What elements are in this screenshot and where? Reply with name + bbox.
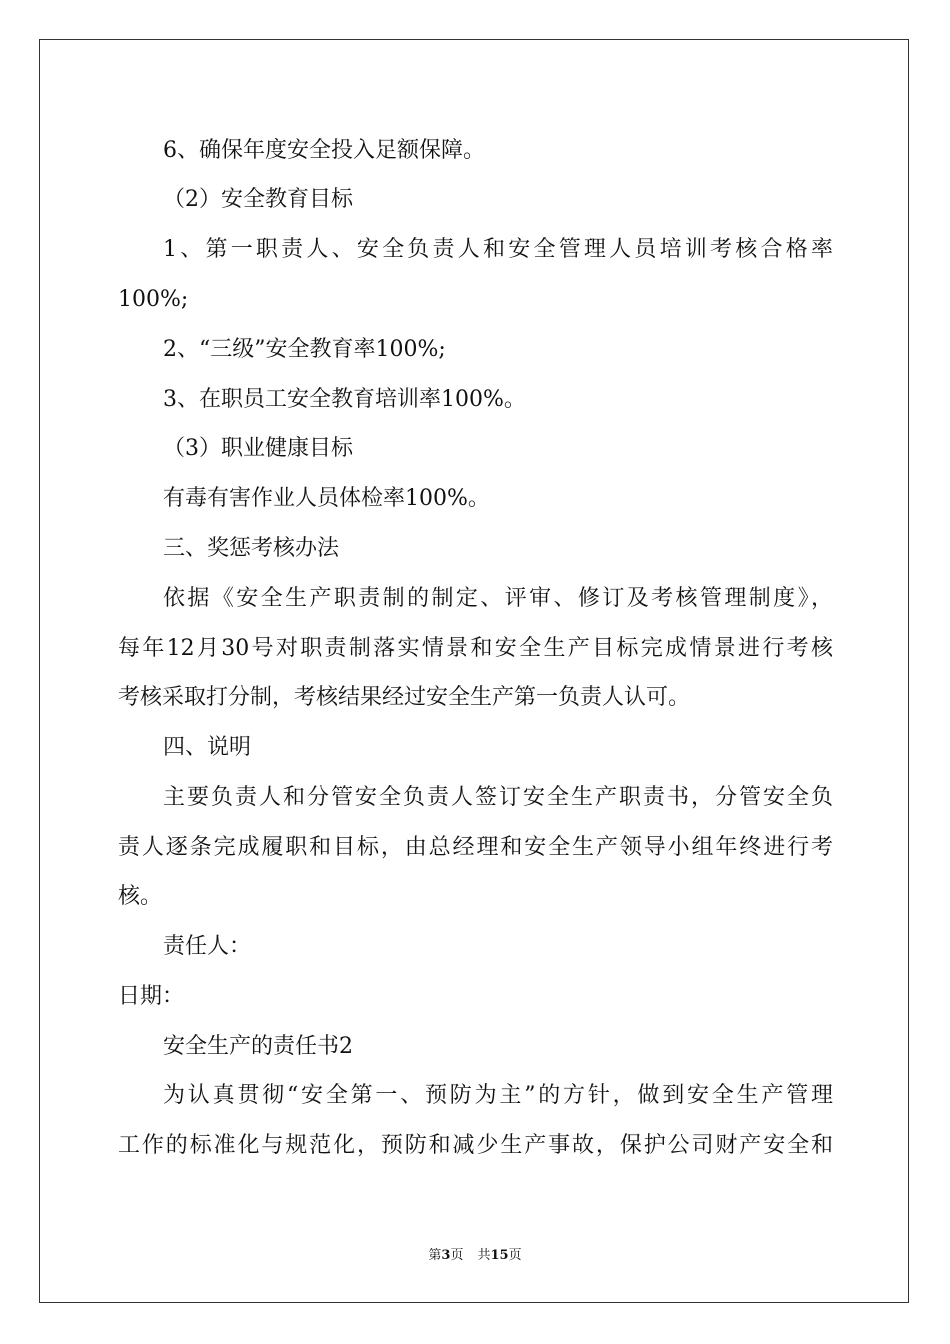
paragraph-line: 考核采取打分制，考核结果经过安全生产第一负责人认可。 — [118, 685, 691, 710]
total-suffix: 页 — [508, 1248, 522, 1263]
page-prefix: 第 — [428, 1248, 442, 1263]
document-subtitle: 安全生产的责任书2 — [163, 1034, 353, 1059]
paragraph-line: 有毒有害作业人员体检率100%。 — [163, 486, 490, 511]
section-heading: 三、奖惩考核办法 — [163, 536, 340, 561]
paragraph-line: 责人逐条完成履职和目标，由总经理和安全生产领导小组年终进行考 — [118, 835, 833, 860]
total-prefix: 共 — [477, 1248, 491, 1263]
section-heading: 四、说明 — [163, 735, 252, 760]
paragraph-line: 工作的标准化与规范化，预防和减少生产事故，保护公司财产安全和 — [118, 1133, 833, 1158]
section-heading: （2）安全教育目标 — [163, 187, 353, 212]
page-footer — [0, 1247, 950, 1265]
paragraph-line: 主要负责人和分管安全负责人签订安全生产职责书，分管安全负 — [163, 785, 833, 810]
paragraph-line: 2、“三级”安全教育率100%; — [163, 337, 446, 362]
paragraph-line: 100%; — [118, 287, 189, 312]
paragraph-line: 依据《安全生产职责制的制定、评审、修订及考核管理制度》， — [163, 586, 833, 611]
page-border — [39, 39, 909, 1303]
page-number: 3 — [441, 1248, 451, 1263]
paragraph-line: 每年12月30号对职责制落实情景和安全生产目标完成情景进行考核 — [118, 636, 833, 661]
date-label: 日期： — [118, 984, 185, 1009]
paragraph-line: 1、第一职责人、安全负责人和安全管理人员培训考核合格率 — [163, 237, 833, 262]
page-suffix: 页 — [450, 1248, 464, 1263]
paragraph-line: 为认真贯彻“安全第一、预防为主”的方针，做到安全生产管理 — [163, 1083, 833, 1108]
section-heading: （3）职业健康目标 — [163, 436, 353, 461]
signature-label: 责任人： — [163, 934, 252, 959]
paragraph-line: 3、在职员工安全教育培训率100%。 — [163, 387, 526, 412]
paragraph-line: 核。 — [118, 884, 163, 909]
paragraph-line: 6、确保年度安全投入足额保障。 — [163, 138, 485, 163]
total-pages: 15 — [490, 1248, 509, 1263]
